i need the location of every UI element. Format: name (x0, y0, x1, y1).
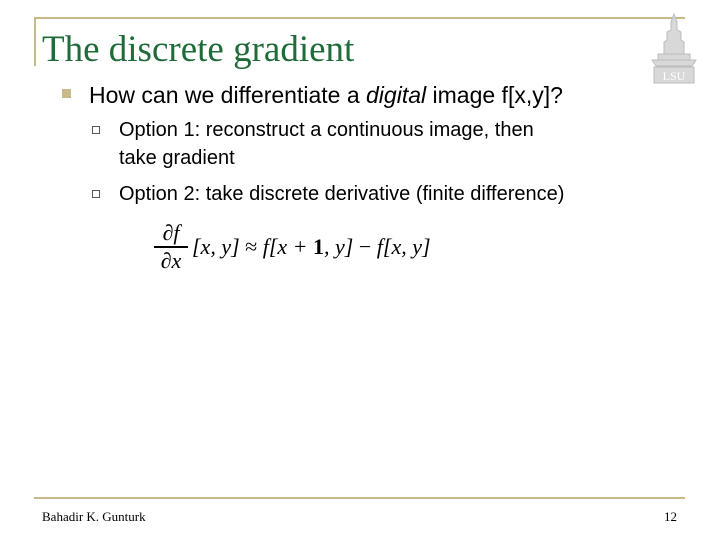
lsu-logo (646, 10, 702, 86)
page-number: 12 (664, 509, 677, 524)
footer-rule (34, 497, 685, 499)
footer-author: Bahadir K. Gunturk (42, 509, 146, 524)
sub-bullet-option-1: Option 1: reconstruct a continuous image, then take gradient (119, 119, 534, 169)
partial-derivative-fraction: $\frac{\partial f}{\partial x}$ (154, 220, 188, 274)
sub-bullet-marker (92, 126, 100, 134)
sub-bullet-marker (92, 190, 100, 198)
frame-left-rule (34, 17, 36, 66)
main-bullet-marker (62, 89, 71, 98)
slide-title: The discrete gradient (42, 29, 355, 70)
main-bullet-text: How can we differentiate a digital image f[x,y]? (89, 82, 563, 108)
frame-top-rule (34, 17, 685, 19)
finite-difference-formula (154, 220, 431, 274)
formula-body: [x, y] ≈ f[x + 1, y] − f[x, y] (192, 233, 431, 259)
sub-bullet-option-2: Option 2: take discrete derivative (finite difference) (119, 183, 565, 205)
logo-text: LSU (662, 69, 686, 83)
